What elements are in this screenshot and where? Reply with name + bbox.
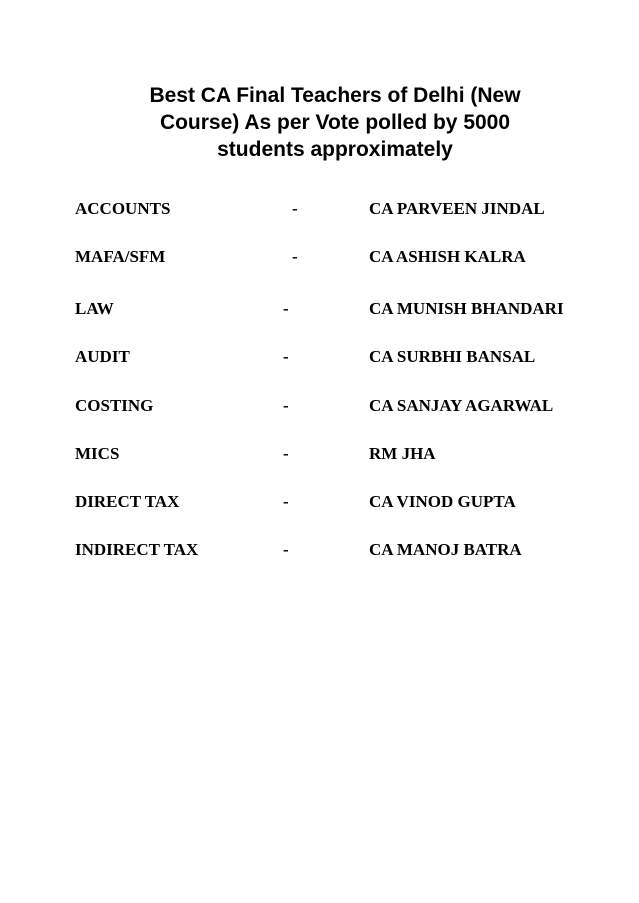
separator-dash: - <box>283 396 289 415</box>
title-line-3: students approximately <box>217 138 453 161</box>
list-item <box>0 394 639 418</box>
title-line-2: Course) As per Vote polled by 5000 <box>159 111 511 134</box>
list-item <box>0 297 639 321</box>
separator-dash: - <box>292 199 298 218</box>
teacher-name: CA MANOJ BATRA <box>369 540 522 559</box>
teacher-name: CA VINOD GUPTA <box>369 492 516 511</box>
teacher-name: CA PARVEEN JINDAL <box>369 199 545 218</box>
subject-name: AUDIT <box>75 347 130 366</box>
teacher-name: RM JHA <box>369 444 436 463</box>
document-title <box>100 82 570 163</box>
separator-dash: - <box>292 247 298 266</box>
teacher-name: CA SANJAY AGARWAL <box>369 396 554 415</box>
separator-dash: - <box>283 492 289 511</box>
list-item <box>0 245 639 269</box>
subject-name: INDIRECT TAX <box>75 540 199 559</box>
separator-dash: - <box>283 347 289 366</box>
subject-name: MICS <box>75 444 120 463</box>
subject-name: COSTING <box>75 396 154 415</box>
list-item <box>0 197 639 221</box>
subject-name: MAFA/SFM <box>75 247 166 266</box>
list-item <box>0 345 639 369</box>
list-item <box>0 442 639 466</box>
subject-name: DIRECT TAX <box>75 492 180 511</box>
separator-dash: - <box>283 444 289 463</box>
teacher-name: CA ASHISH KALRA <box>369 247 526 266</box>
list-item <box>0 538 639 562</box>
subject-name: LAW <box>75 299 114 318</box>
teacher-name: CA MUNISH BHANDARI <box>369 299 564 318</box>
list-item <box>0 490 639 514</box>
teacher-name: CA SURBHI BANSAL <box>369 347 536 366</box>
title-line-1: Best CA Final Teachers of Delhi (New <box>149 84 521 107</box>
separator-dash: - <box>283 540 289 559</box>
subject-name: ACCOUNTS <box>75 199 171 218</box>
separator-dash: - <box>283 299 289 318</box>
